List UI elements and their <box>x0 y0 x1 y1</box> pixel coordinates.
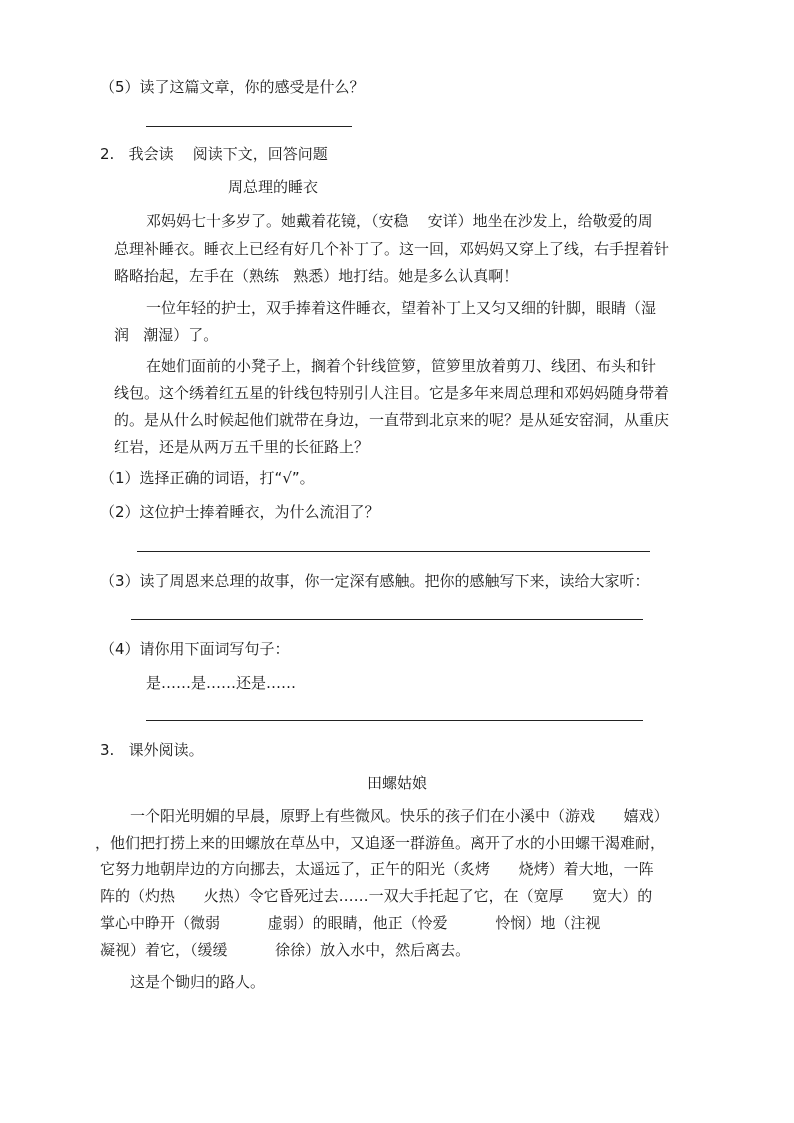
s2-question-4-pattern: 是……是……还是…… <box>146 674 297 692</box>
answer-line-q5 <box>146 126 352 127</box>
s3-line-6: 凝视）着它，（缓缓 徐徐）放入水中，然后离去。 <box>100 941 471 959</box>
s3-line-2: ，他们把打捞上来的田螺放在草丛中，又追逐一群游鱼。离开了水的小田螺干渴难耐， <box>95 834 666 852</box>
s2-question-4: （4）请你用下面词写句子： <box>100 640 290 658</box>
s2-para1-line1: 邓妈妈七十多岁了。她戴着花镜，（安稳 安详）地坐在沙发上，给敬爱的周 <box>146 212 653 230</box>
s3-line-5: 掌心中睁开（微弱 虚弱）的眼睛，他正（怜爱 怜悯）地（注视 <box>100 914 601 932</box>
s2-para2-line2: 润 潮湿）了。 <box>114 326 219 344</box>
s3-line-1: 一个阳光明媚的早晨，原野上有些微风。快乐的孩子们在小溪中（游戏 嬉戏） <box>130 807 669 825</box>
s2-para3-line1: 在她们面前的小凳子上，搁着个针线笸箩，笸箩里放着剪刀、线团、布头和针 <box>146 357 657 375</box>
section-3-header: 3. 课外阅读。 <box>100 741 204 759</box>
s2-question-1: （1）选择正确的词语，打“√”。 <box>100 469 315 487</box>
s2-para1-line2: 总理补睡衣。睡衣上已经有好几个补丁了。这一回，邓妈妈又穿上了线，右手捏着针 <box>114 240 670 258</box>
s3-line-7: 这是个锄归的路人。 <box>130 973 266 991</box>
s2-para3-line3: 的。是从什么时候起他们就带在身边，一直带到北京来的呢？是从延安窑洞，从重庆 <box>114 411 670 429</box>
section-2-header: 2. 我会读 阅读下文，回答问题 <box>100 145 328 163</box>
answer-line-s2-q2 <box>137 551 650 552</box>
s3-line-3: 它努力地朝岸边的方向挪去，太遥远了，正午的阳光（炙烤 烧烤）着大地，一阵 <box>100 860 654 878</box>
s2-para2-line1: 一位年轻的护士，双手捧着这件睡衣，望着补丁上又匀又细的针脚，眼睛（湿 <box>146 299 657 317</box>
s3-line-4: 阵的（灼热 火热）令它昏死过去……一双大手托起了它，在（宽厚 宽大）的 <box>100 887 653 905</box>
section-3-title: 田螺姑娘 <box>367 774 428 792</box>
s2-para3-line2: 线包。这个绣着红五星的针线包特别引人注目。它是多年来周总理和邓妈妈随身带着 <box>114 384 670 402</box>
s2-para3-line4: 红岩，还是从两万五千里的长征路上？ <box>114 438 370 456</box>
section-2-title: 周总理的睡衣 <box>228 178 319 196</box>
s2-question-3: （3）读了周恩来总理的故事，你一定深有感触。把你的感触写下来，读给大家听： <box>100 572 650 590</box>
s2-para1-line3: 略略抬起，左手在（熟练 熟悉）地打结。她是多么认真啊！ <box>114 267 519 285</box>
answer-line-s2-q3 <box>131 619 643 620</box>
s2-question-2: （2）这位护士捧着睡衣，为什么流泪了？ <box>100 503 380 521</box>
question-5: （5）读了这篇文章，你的感受是什么？ <box>100 78 365 96</box>
answer-line-s2-q4 <box>146 720 643 721</box>
